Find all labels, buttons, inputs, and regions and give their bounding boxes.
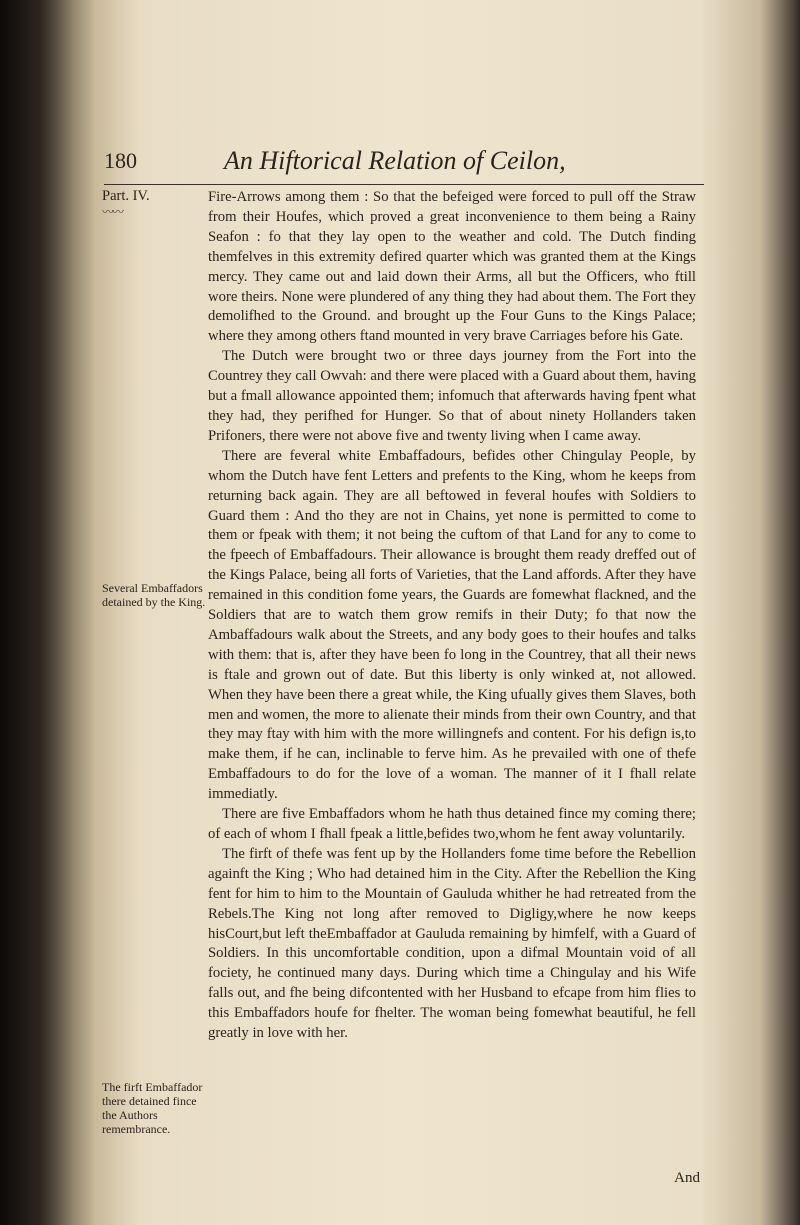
page-number: 180 [104, 148, 137, 173]
part-label-text: Part. IV. [102, 188, 150, 204]
catchword: And [674, 1170, 700, 1186]
margin-note: The firft Embaffador there detained fince the Authors remembrance. [102, 1080, 203, 1136]
running-title: An Hiftorical Relation of Ceilon, [224, 146, 566, 175]
binding-shadow [0, 0, 70, 1225]
part-label [102, 188, 150, 220]
paragraph: There are five Embaffadors whom he hath thus detained fince my coming there; of each of whom I fhall fpeak a little,befides two,whom he fent away voluntarily. [208, 806, 696, 842]
paragraph: The Dutch were brought two or three days journey from the Fort into the Countrey they call Owvah: and there were placed with a Guard about them, having but a fmall allowance appointed them; infomuch that afterwards having fpent what they had, they perifhed for Hunger. So that of about ninety Hollanders taken Prifoners, there were not above five and twenty living when I came away. [208, 348, 696, 444]
page-header [104, 148, 704, 185]
ornament-icon: 〰〰 [102, 205, 123, 219]
book-page [96, 130, 736, 1220]
paragraph: The firft of thefe was fent up by the Hollanders fome time before the Rebellion againft the King ; Who had detained him in the City. After the Rebellion the King fent for him to him to the Mountain of Gauluda whither he had retreated from the Rebels.The King not long after removed to Digligy,where he now keeps hisCourt,but left theEmbaffador at Gauluda remaining by himfelf, with a Guard of Soldiers. In this uncomfortable condition, upon a difmal Mountain void of all fociety, he continued many days. During which time a Chingulay and his Wife falls out, and fhe being difcontented with her Husband to efcape from him flies to this Embaffadors houfe for fhelter. The woman being fomewhat beautiful, he fell greatly in love with her. [208, 845, 696, 1042]
margin-note: Several Embaffadors detained by the King. [102, 581, 206, 609]
body-text [208, 188, 696, 1044]
paragraph: Fire-Arrows among them : So that the befeiged were forced to pull off the Straw from their Houfes, which proved a great inconvenience to them being a Rainy Seafon : fo that they lay open to the weather and cold. The Dutch finding themfelves in this extremity defired quarter which was granted them at the Kings mercy. They came out and laid down their Arms, all but the Officers, who ftill wore theirs. None were plundered of any thing they had about them. The Fort they demolifhed to the Ground. and brought up the Four Guns to the Kings Palace; where they among others ftand mounted in very brave Carriages before his Gate. [208, 189, 696, 345]
paragraph: There are feveral white Embaffadours, befides other Chingulay People, by whom the Dutch have fent Letters and prefents to the King, whom he keeps from returning back again. They are all beftowed in feveral houfes with Soldiers to Guard them : And tho they are not in Chains, yet none is permitted to come to them or fpeak with them; it not being the cuftom of that Land for any to come to the fpeech of Embaffadours. Their allowance is brought them ready dreffed out of the Kings Palace, being all forts of Varieties, that the Land affords. After they have remained in this condition fome years, the Guards are fomewhat flackned, and the Soldiers that are to watch them grow remifs in their Duty; fo that now the Ambaffadours walk about the Streets, and any body goes to their houfes and talks with them: that is, after they have been fo long in the Countrey, that all their news is ftale and grown out of date. But this liberty is only winked at, not allowed. When they have been there a great while, the King ufually gives them Slaves, both men and women, the more to alienate their minds from their own Country, and that they may ftay with him with the more willingnefs and content. For his defign is,to make them, if he can, inclinable to ferve him. As he prevailed with one of thefe Embaffadours to do for the love of a woman. The manner of it I fhall relate immediatly. [208, 447, 696, 803]
